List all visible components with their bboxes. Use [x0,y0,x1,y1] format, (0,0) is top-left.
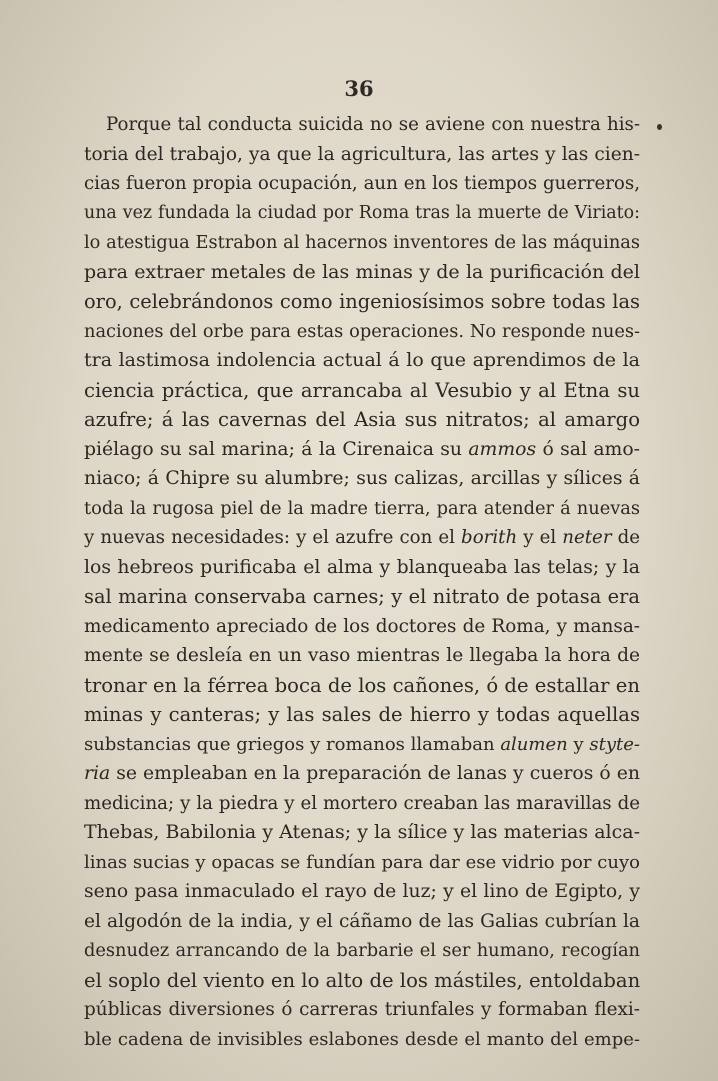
text-segment: públicas diversiones ó carreras triunfales y formaban flexi- [84,999,640,1020]
text-segment: medicamento apreciado de los doctores de Roma, y mansa- [84,615,640,637]
text-segment: de [611,527,640,548]
italic-term: alumen [500,733,568,755]
text-segment: naciones del orbe para estas operaciones. No responde nues- [84,320,640,342]
text-line [84,287,640,317]
italic-term: styte- [589,733,640,755]
text-line [84,995,640,1025]
text-line [84,966,640,996]
text-segment: toda la rugosa piel de la madre tierra, para atender á nuevas [84,497,640,519]
text-line [84,759,640,789]
text-segment: mente se desleía en un vaso mientras le llegaba la hora de [84,645,640,666]
text-line [84,228,640,258]
text-line [84,641,640,671]
italic-term: borith [461,527,518,548]
text-line [84,848,640,878]
text-line [84,818,640,848]
text-segment: ó sal amo- [536,438,640,460]
text-line [84,877,640,907]
text-segment: Thebas, Babilonia y Atenas; y la sílice y las materias alca- [84,821,640,843]
text-segment: lo atestigua Estrabon al hacernos inventores de las máquinas [84,232,640,253]
text-segment: substancias que griegos y romanos llamaban [84,733,501,755]
text-segment: cias fueron propia ocupación, aun en los tiempos guerreros, [84,173,640,194]
text-line [84,553,640,583]
text-segment: oro, celebrándonos como ingeniosísimos sobre todas las [84,290,640,313]
text-segment: piélago su sal marina; á la Cirenaica su [84,438,469,460]
text-segment: desnudez arrancando de la barbarie el ser humano, recogían [84,940,640,961]
text-segment: y el [517,527,563,548]
text-segment: el soplo del viento en lo alto de los mástiles, entoldaban [84,968,641,992]
text-line [84,700,640,730]
text-segment: una vez fundada la ciudad por Roma tras la muerte de Viriato: [84,202,640,223]
italic-term: neter [562,527,612,548]
text-segment: se empleaban en la preparación de lanas y cueros ó en [110,763,640,784]
text-segment: minas y canteras; y las sales de hierro y todas aquellas [84,703,640,726]
text-segment: para extraer metales de las minas y de la purificación del [84,260,640,283]
text-segment: ble cadena de invisibles eslabones desde el manto del empe- [84,1028,640,1050]
text-line [84,612,640,642]
text-segment: toria del trabajo, ya que la agricultura, las artes y las cien- [84,143,640,165]
text-line [84,317,640,347]
text-line [84,907,640,937]
text-line [84,140,640,170]
text-line [84,730,640,760]
text-line [84,1025,640,1055]
italic-term: ammos [468,438,537,460]
text-line [84,199,640,229]
text-segment: y nuevas necesidades: y el azufre con el [84,527,462,548]
italic-term: ria [84,763,111,784]
text-line [84,789,640,819]
text-line [84,110,640,140]
text-segment: tra lastimosa indolencia actual á lo que aprendimos de la [84,349,640,371]
text-line [84,346,640,376]
ink-spot [657,124,662,130]
text-segment: seno pasa inmaculado el rayo de luz; y el lino de Egipto, y [84,881,640,902]
text-segment: los hebreos purificaba el alma y blanqueaba las telas; y la [84,556,640,578]
text-segment: niaco; á Chipre su alumbre; sus calizas, arcillas y sílices á [84,468,640,489]
text-segment: sal marina conservaba carnes; y el nitrato de potasa era [84,585,640,608]
text-line [84,494,640,524]
text-segment: medicina; y la piedra y el mortero creaban las maravillas de [84,792,640,814]
text-segment: y [567,733,590,755]
text-line [84,258,640,288]
page-number: 36 [344,76,374,101]
text-line [84,936,640,966]
text-segment: azufre; á las cavernas del Asia sus nitratos; al amargo [84,408,640,431]
text-line [84,376,640,406]
text-line [84,582,640,612]
text-segment: ciencia práctica, que arrancaba al Vesubio y al Etna su [84,378,640,402]
body-text [84,110,640,1054]
text-segment: Porque tal conducta suicida no se aviene con nuestra his- [106,114,640,135]
text-segment: el algodón de la india, y el cáñamo de las Galias cubrían la [84,910,640,932]
text-segment: tronar en la férrea boca de los cañones, ó de estallar en [84,673,640,697]
text-line [84,405,640,435]
text-line [84,464,640,494]
text-line [84,671,640,701]
text-segment: linas sucias y opacas se fundían para dar ese vidrio por cuyo [84,851,640,873]
text-line [84,523,640,553]
text-line [84,169,640,199]
text-line [84,435,640,465]
